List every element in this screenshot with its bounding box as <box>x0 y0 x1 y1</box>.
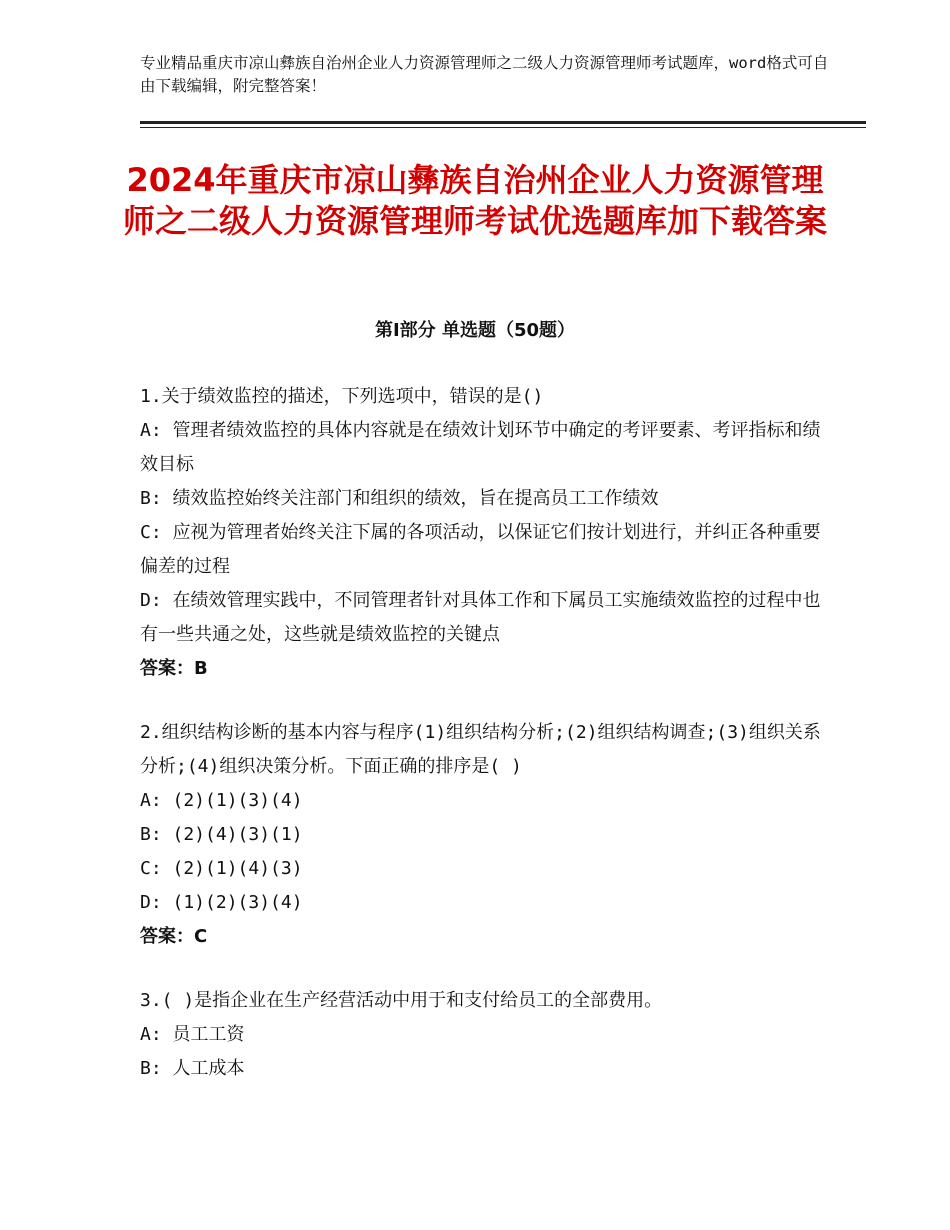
question-stem: 3.( )是指企业在生产经营活动中用于和支付给员工的全部费用。 <box>140 990 663 1011</box>
question-stem: 2.组织结构诊断的基本内容与程序(1)组织结构分析;(2)组织结构调查;(3)组织关系分析;(4)组织决策分析。下面正确的排序是( ) <box>140 722 821 777</box>
question-3 <box>140 984 830 1086</box>
question-list <box>140 380 830 1116</box>
option-b: B: (2)(4)(3)(1) <box>140 824 303 845</box>
answer-label: 答案：B <box>140 658 208 679</box>
header-divider-thick <box>140 121 866 124</box>
question-1 <box>140 380 830 686</box>
question-2 <box>140 716 830 954</box>
option-c: C: (2)(1)(4)(3) <box>140 858 303 879</box>
answer-label: 答案：C <box>140 926 208 947</box>
section-title: 第Ⅰ部分 单选题（50题） <box>374 320 575 341</box>
option-a: A: 管理者绩效监控的具体内容就是在绩效计划环节中确定的考评要素、考评指标和绩效目标 <box>140 420 821 475</box>
question-stem: 1.关于绩效监控的描述，下列选项中，错误的是() <box>140 386 544 407</box>
option-d: D: (1)(2)(3)(4) <box>140 892 303 913</box>
option-d: D: 在绩效管理实践中，不同管理者针对具体工作和下属员工实施绩效监控的过程中也有一些共通之处，这些就是绩效监控的关键点 <box>140 590 821 645</box>
option-a: A: (2)(1)(3)(4) <box>140 790 303 811</box>
option-b: B: 人工成本 <box>140 1058 245 1079</box>
option-a: A: 员工工资 <box>140 1024 245 1045</box>
option-b: B: 绩效监控始终关注部门和组织的绩效，旨在提高员工工作绩效 <box>140 488 659 509</box>
option-c: C: 应视为管理者始终关注下属的各项活动，以保证它们按计划进行，并纠正各种重要偏差的过程 <box>140 522 821 577</box>
header-divider-thin <box>140 127 866 128</box>
document-title: 2024年重庆市凉山彝族自治州企业人力资源管理师之二级人力资源管理师考试优选题库加下载答案 <box>122 161 827 240</box>
header-note: 专业精品重庆市凉山彝族自治州企业人力资源管理师之二级人力资源管理师考试题库，word格式可自由下载编辑，附完整答案！ <box>140 54 829 95</box>
